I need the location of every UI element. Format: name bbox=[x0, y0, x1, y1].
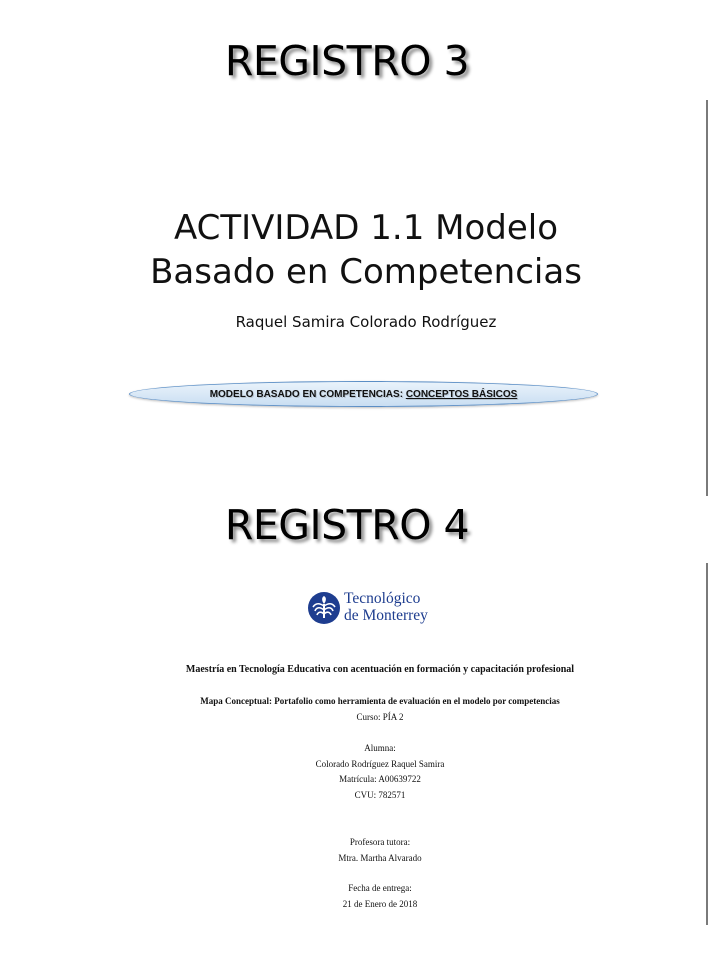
date-label: Fecha de entrega: bbox=[348, 883, 412, 893]
tec-shield-icon bbox=[308, 592, 340, 624]
slide-title-line1: ACTIVIDAD 1.1 Modelo bbox=[173, 208, 559, 248]
program-title: Maestría en Tecnología Educativa con acentuación en formación y capacitación profesional bbox=[185, 664, 575, 675]
concept-banner bbox=[129, 381, 598, 407]
logo-line2: de Monterrey bbox=[344, 607, 428, 624]
tutor-label: Profesora tutora: bbox=[349, 837, 411, 847]
registro-3-heading: REGISTRO 3 bbox=[224, 37, 470, 85]
slide-author: Raquel Samira Colorado Rodríguez bbox=[235, 313, 497, 331]
logo-line1: Tecnológico bbox=[344, 590, 421, 607]
slide-title bbox=[86, 206, 646, 294]
document-border-right bbox=[706, 563, 708, 925]
banner-prefix: MODELO BASADO EN COMPETENCIAS: bbox=[209, 388, 404, 400]
registro-4-heading: REGISTRO 4 bbox=[224, 501, 470, 549]
slide-border-right bbox=[706, 100, 708, 496]
tec-monterrey-logo bbox=[308, 589, 448, 629]
student-label: Alumna: bbox=[364, 743, 396, 753]
enrollment-number: Matrícula: A00639722 bbox=[339, 774, 421, 784]
slide-title-line2: Basado en Competencias bbox=[150, 252, 582, 292]
cvu-number: CVU: 782571 bbox=[354, 790, 406, 800]
assignment-title: Mapa Conceptual: Portafolio como herramienta de evaluación en el modelo por competencias bbox=[200, 696, 560, 706]
banner-link[interactable]: CONCEPTOS BÁSICOS bbox=[405, 388, 518, 400]
course-label: Curso: PÍA 2 bbox=[356, 712, 404, 722]
date-value: 21 de Enero de 2018 bbox=[342, 899, 418, 909]
tutor-name: Mtra. Martha Alvarado bbox=[338, 853, 422, 863]
student-name: Colorado Rodríguez Raquel Samira bbox=[315, 759, 445, 769]
